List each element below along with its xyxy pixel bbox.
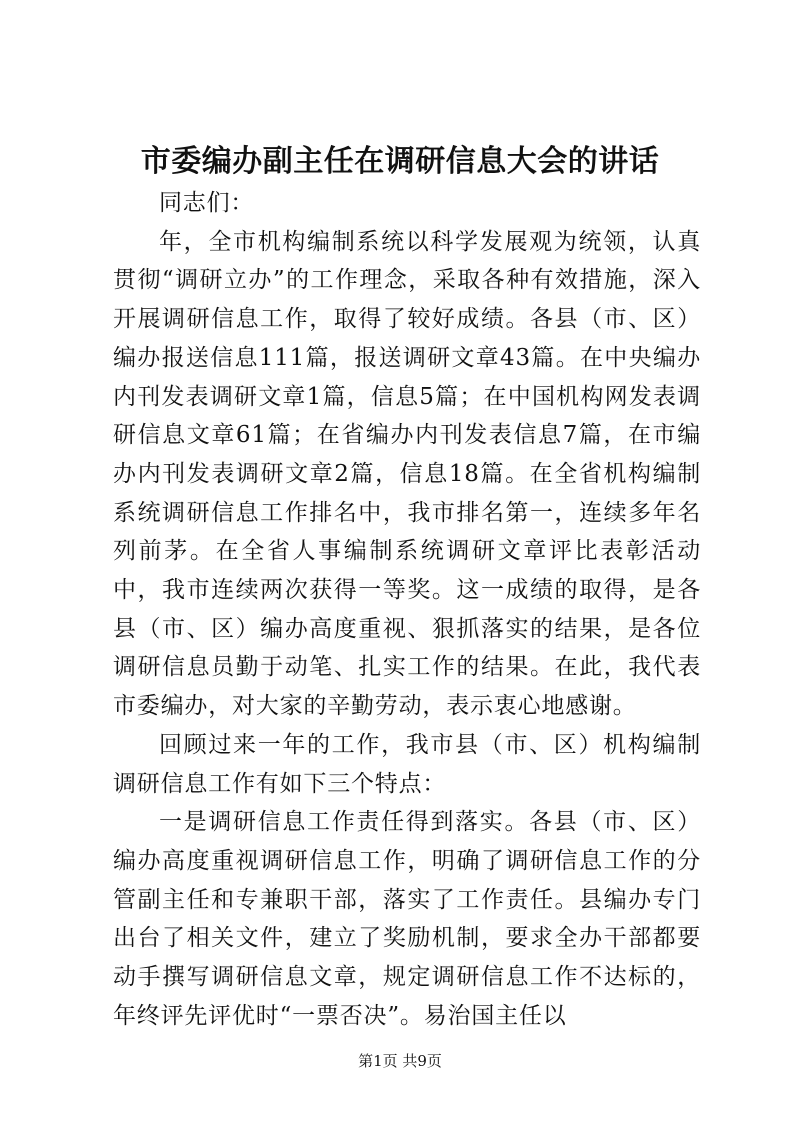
- body-paragraph: 一是调研信息工作责任得到落实。各县（市、区）编办高度重视调研信息工作，明确了调研信息工作的分管副主任和专兼职干部，落实了工作责任。县编办专门出台了相关文件，建立了奖励机制，要求全办干部都要动手撰写调研信息文章，规定调研信息工作不达标的，年终评先评优时“一票否决”。易治国主任以: [113, 809, 701, 1029]
- document-title: 市委编办副主任在调研信息大会的讲话: [140, 144, 660, 179]
- document-body: [113, 184, 701, 1035]
- body-paragraph: 年，全市机构编制系统以科学发展观为统领，认真贯彻“调研立办”的工作理念，采取各种有效措施，深入开展调研信息工作，取得了较好成绩。各县（市、区）编办报送信息111篇，报送调研文章43篇。在中央编办内刊发表调研文章1篇，信息5篇；在中国机构网发表调研信息文章61篇；在省编办内刊发表信息7篇，在市编办内刊发表调研文章2篇，信息18篇。在全省机构编制系统调研信息工作排名中，我市排名第一，连续多年名列前茅。在全省人事编制系统调研文章评比表彰活动中，我市连续两次获得一等奖。这一成绩的取得，是各县（市、区）编办高度重视、狠抓落实的结果，是各位调研信息员勤于动笔、扎实工作的结果。在此，我代表市委编办，对大家的辛勤劳动，表示衷心地感谢。: [113, 228, 701, 720]
- salutation-paragraph: 同志们：: [159, 190, 255, 216]
- page-number-footer: 第1页 共9页: [358, 1052, 442, 1070]
- body-paragraph: 回顾过来一年的工作，我市县（市、区）机构编制调研信息工作有如下三个特点：: [113, 731, 701, 797]
